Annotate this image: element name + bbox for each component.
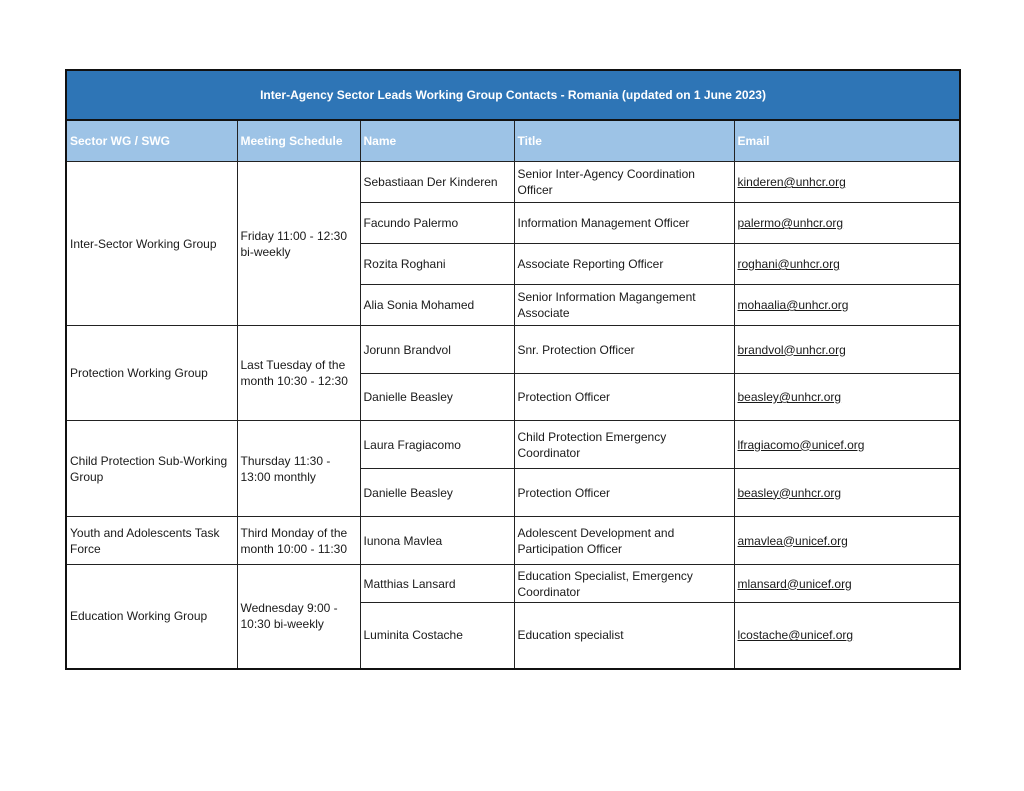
table-row [66, 162, 960, 203]
contact-name: Facundo Palermo [360, 203, 514, 244]
contact-title: Senior Information Magangement Associate [514, 285, 734, 326]
contact-name: Alia Sonia Mohamed [360, 285, 514, 326]
contact-name: Matthias Lansard [360, 565, 514, 603]
contact-name: Danielle Beasley [360, 469, 514, 517]
contact-name: Jorunn Brandvol [360, 326, 514, 374]
schedule-cell: Wednesday 9:00 - 10:30 bi-weekly [237, 565, 360, 669]
contact-name: Danielle Beasley [360, 374, 514, 421]
email-link[interactable]: beasley@unhcr.org [737, 485, 842, 500]
schedule-cell: Thursday 11:30 - 13:00 monthly [237, 421, 360, 517]
header-email: Email [734, 120, 960, 162]
contact-title: Education Specialist, Emergency Coordinator [514, 565, 734, 603]
sector-cell: Protection Working Group [66, 326, 237, 421]
email-link[interactable]: roghani@unhcr.org [737, 257, 840, 271]
contact-title: Adolescent Development and Participation Officer [514, 517, 734, 565]
header-meeting-schedule: Meeting Schedule [237, 120, 360, 162]
header-name: Name [360, 120, 514, 162]
email-link[interactable]: kinderen@unhcr.org [737, 175, 846, 189]
contact-title: Education specialist [514, 603, 734, 669]
email-link[interactable]: brandvol@unhcr.org [737, 342, 846, 357]
email-link[interactable]: palermo@unhcr.org [737, 216, 844, 230]
sector-cell: Education Working Group [66, 565, 237, 669]
table-row [66, 421, 960, 469]
contact-name: Luminita Costache [360, 603, 514, 669]
header-sector: Sector WG / SWG [66, 120, 237, 162]
contact-title: Child Protection Emergency Coordinator [514, 421, 734, 469]
contact-name: Iunona Mavlea [360, 517, 514, 565]
contact-title: Senior Inter-Agency Coordination Officer [514, 162, 734, 203]
contact-title: Protection Officer [514, 374, 734, 421]
header-title: Title [514, 120, 734, 162]
schedule-cell: Third Monday of the month 10:00 - 11:30 [237, 517, 360, 565]
schedule-cell: Last Tuesday of the month 10:30 - 12:30 [237, 326, 360, 421]
contact-title: Protection Officer [514, 469, 734, 517]
table-row [66, 517, 960, 565]
table-title: Inter-Agency Sector Leads Working Group Contacts - Romania (updated on 1 June 2023) [66, 70, 960, 120]
table-row [66, 326, 960, 374]
email-link[interactable]: beasley@unhcr.org [737, 390, 842, 404]
contact-title: Information Management Officer [514, 203, 734, 244]
email-link[interactable]: lcostache@unicef.org [737, 628, 854, 643]
email-link[interactable]: amavlea@unicef.org [737, 533, 848, 548]
contact-title: Associate Reporting Officer [514, 244, 734, 285]
sector-cell: Youth and Adolescents Task Force [66, 517, 237, 565]
contacts-table [65, 69, 961, 670]
sector-cell: Inter-Sector Working Group [66, 162, 237, 326]
email-link[interactable]: lfragiacomo@unicef.org [737, 437, 865, 452]
sector-cell: Child Protection Sub-Working Group [66, 421, 237, 517]
email-link[interactable]: mohaalia@unhcr.org [737, 298, 849, 312]
contact-name: Laura Fragiacomo [360, 421, 514, 469]
contact-title: Snr. Protection Officer [514, 326, 734, 374]
email-link[interactable]: mlansard@unicef.org [737, 576, 852, 591]
schedule-cell: Friday 11:00 - 12:30 bi-weekly [237, 162, 360, 326]
contact-name: Sebastiaan Der Kinderen [360, 162, 514, 203]
table-row [66, 565, 960, 603]
contact-name: Rozita Roghani [360, 244, 514, 285]
